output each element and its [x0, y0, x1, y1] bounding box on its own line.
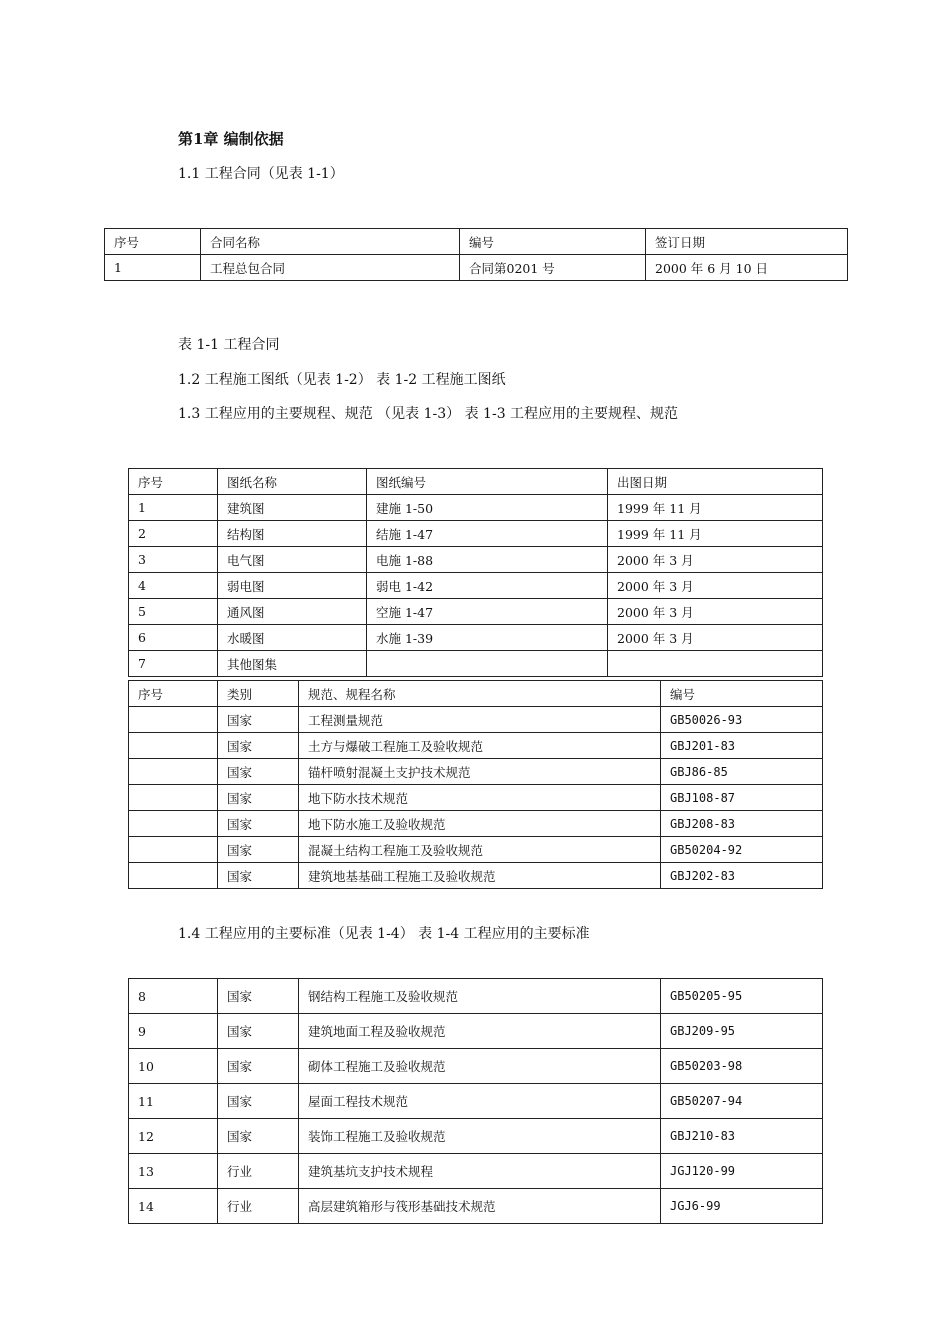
table-cell	[129, 837, 218, 863]
table-cell: 结构图	[218, 521, 367, 547]
table-1-1-caption: 表 1-1 工程合同	[178, 337, 280, 353]
table-cell: GB50203-98	[661, 1049, 823, 1084]
header-cell: 图纸名称	[218, 469, 367, 495]
table-cell: 1	[105, 255, 201, 281]
table-cell: 国家	[218, 1084, 299, 1119]
table-cell	[129, 811, 218, 837]
table-cell: 1999 年 11 月	[608, 521, 823, 547]
table-cell: 2000 年 6 月 10 日	[646, 255, 848, 281]
table-cell: 1999 年 11 月	[608, 495, 823, 521]
table-header-row	[105, 229, 848, 255]
table-row	[129, 979, 823, 1014]
table-row	[129, 707, 823, 733]
header-cell: 签订日期	[646, 229, 848, 255]
table-cell	[129, 785, 218, 811]
table-cell: 工程总包合同	[201, 255, 460, 281]
table-cell: 砌体工程施工及验收规范	[299, 1049, 661, 1084]
header-cell: 图纸编号	[367, 469, 608, 495]
table-cell: 12	[129, 1119, 218, 1154]
table-row	[129, 759, 823, 785]
table-cell: 通风图	[218, 599, 367, 625]
table-cell: 14	[129, 1189, 218, 1224]
header-cell: 编号	[460, 229, 646, 255]
header-cell: 规范、规程名称	[299, 681, 661, 707]
table-cell: 建施 1-50	[367, 495, 608, 521]
table-cell: 2000 年 3 月	[608, 573, 823, 599]
table-row	[129, 1119, 823, 1154]
table-cell: GBJ210-83	[661, 1119, 823, 1154]
table-row	[129, 1084, 823, 1119]
table-cell: 装饰工程施工及验收规范	[299, 1119, 661, 1154]
table-cell: GB50207-94	[661, 1084, 823, 1119]
table-cell: 电气图	[218, 547, 367, 573]
table-cell: 国家	[218, 1119, 299, 1154]
table-cell: GB50205-95	[661, 979, 823, 1014]
table-cell: 国家	[218, 733, 299, 759]
table-row	[129, 1154, 823, 1189]
table-row	[129, 837, 823, 863]
header-cell: 序号	[105, 229, 201, 255]
table-cell: 钢结构工程施工及验收规范	[299, 979, 661, 1014]
table-cell: 2	[129, 521, 218, 547]
table-cell: 国家	[218, 759, 299, 785]
table-cell: 弱电图	[218, 573, 367, 599]
table-cell: JGJ6-99	[661, 1189, 823, 1224]
table-cell	[367, 651, 608, 677]
table-row	[129, 651, 823, 677]
table-cell: 9	[129, 1014, 218, 1049]
table-cell: 建筑基坑支护技术规程	[299, 1154, 661, 1189]
table-cell: 结施 1-47	[367, 521, 608, 547]
table-cell: 国家	[218, 837, 299, 863]
table-cell: 8	[129, 979, 218, 1014]
table-cell: 2000 年 3 月	[608, 599, 823, 625]
table-row	[129, 1189, 823, 1224]
table-cell: 行业	[218, 1154, 299, 1189]
table-row	[129, 1049, 823, 1084]
table-cell: 混凝土结构工程施工及验收规范	[299, 837, 661, 863]
table-cell: 弱电 1-42	[367, 573, 608, 599]
table-cell: 10	[129, 1049, 218, 1084]
table-cell: 地下防水技术规范	[299, 785, 661, 811]
codes-table	[128, 680, 823, 889]
header-cell: 合同名称	[201, 229, 460, 255]
table-header-row	[129, 681, 823, 707]
table-cell: 地下防水施工及验收规范	[299, 811, 661, 837]
table-cell: 水暖图	[218, 625, 367, 651]
header-cell: 序号	[129, 681, 218, 707]
section-1-4-heading: 1.4 工程应用的主要标准（见表 1-4） 表 1-4 工程应用的主要标准	[178, 926, 590, 942]
table-row	[129, 863, 823, 889]
table-cell: GBJ108-87	[661, 785, 823, 811]
table-row	[129, 1014, 823, 1049]
table-row	[129, 495, 823, 521]
table-row	[129, 521, 823, 547]
table-cell	[129, 863, 218, 889]
section-1-3-heading: 1.3 工程应用的主要规程、规范 （见表 1-3） 表 1-3 工程应用的主要规程、规范	[178, 406, 679, 422]
standards-table	[128, 978, 823, 1224]
table-cell: 锚杆喷射混凝土支护技术规范	[299, 759, 661, 785]
table-cell: 国家	[218, 1014, 299, 1049]
table-cell: GB50204-92	[661, 837, 823, 863]
table-cell: 空施 1-47	[367, 599, 608, 625]
header-cell: 出图日期	[608, 469, 823, 495]
table-cell: 国家	[218, 811, 299, 837]
table-cell: 电施 1-88	[367, 547, 608, 573]
table-row	[129, 625, 823, 651]
table-cell: 4	[129, 573, 218, 599]
table-header-row	[129, 469, 823, 495]
table-cell: 3	[129, 547, 218, 573]
table-cell: 行业	[218, 1189, 299, 1224]
table-row	[105, 255, 848, 281]
table-cell: 13	[129, 1154, 218, 1189]
table-cell: 5	[129, 599, 218, 625]
table-cell: 合同第0201 号	[460, 255, 646, 281]
section-1-1-heading: 1.1 工程合同（见表 1-1）	[178, 166, 344, 182]
table-cell: 其他图集	[218, 651, 367, 677]
header-cell: 类别	[218, 681, 299, 707]
table-cell: 建筑图	[218, 495, 367, 521]
table-cell: GB50026-93	[661, 707, 823, 733]
table-cell: 国家	[218, 785, 299, 811]
table-cell	[129, 707, 218, 733]
table-cell: 建筑地面工程及验收规范	[299, 1014, 661, 1049]
table-cell: 国家	[218, 979, 299, 1014]
table-cell: GBJ208-83	[661, 811, 823, 837]
table-cell: 工程测量规范	[299, 707, 661, 733]
table-cell: GBJ202-83	[661, 863, 823, 889]
table-cell: GBJ201-83	[661, 733, 823, 759]
table-row	[129, 785, 823, 811]
table-cell: 国家	[218, 707, 299, 733]
table-cell: 水施 1-39	[367, 625, 608, 651]
table-cell: 2000 年 3 月	[608, 625, 823, 651]
table-cell: 2000 年 3 月	[608, 547, 823, 573]
table-cell: 11	[129, 1084, 218, 1119]
table-cell	[608, 651, 823, 677]
table-cell: 建筑地基基础工程施工及验收规范	[299, 863, 661, 889]
table-cell: 国家	[218, 863, 299, 889]
table-cell	[129, 759, 218, 785]
table-cell: JGJ120-99	[661, 1154, 823, 1189]
table-cell: 高层建筑箱形与筏形基础技术规范	[299, 1189, 661, 1224]
table-row	[129, 573, 823, 599]
table-cell: GBJ86-85	[661, 759, 823, 785]
table-cell: 1	[129, 495, 218, 521]
table-cell: GBJ209-95	[661, 1014, 823, 1049]
table-row	[129, 811, 823, 837]
chapter-title: 第1章 编制依据	[178, 130, 284, 148]
table-cell: 国家	[218, 1049, 299, 1084]
contract-table	[104, 228, 848, 281]
table-cell: 土方与爆破工程施工及验收规范	[299, 733, 661, 759]
table-row	[129, 733, 823, 759]
table-cell	[129, 733, 218, 759]
table-cell: 屋面工程技术规范	[299, 1084, 661, 1119]
table-cell: 7	[129, 651, 218, 677]
table-cell: 6	[129, 625, 218, 651]
table-row	[129, 547, 823, 573]
drawings-table	[128, 468, 823, 677]
header-cell: 编号	[661, 681, 823, 707]
header-cell: 序号	[129, 469, 218, 495]
table-row	[129, 599, 823, 625]
section-1-2-heading: 1.2 工程施工图纸（见表 1-2） 表 1-2 工程施工图纸	[178, 372, 506, 388]
